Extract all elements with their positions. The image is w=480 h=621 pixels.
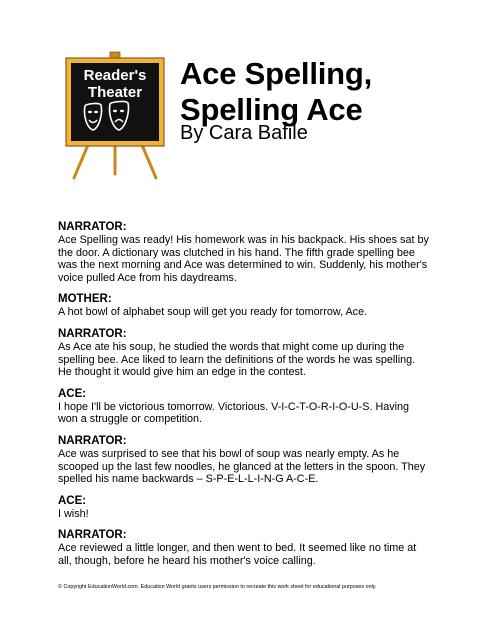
page-title — [180, 56, 372, 128]
dialogue-text: A hot bowl of alphabet soup will get you ready for tomorrow, Ace. — [58, 306, 368, 319]
logo-line1: Reader's — [83, 67, 147, 84]
dialogue-text: As Ace ate his soup, he studied the words that might come up during the spelling bee. Ace liked to learn the definitions of the words he was spelling. He thought it would give him an edge in the contest. — [58, 340, 416, 379]
script-block — [58, 388, 430, 426]
script-block — [58, 435, 430, 486]
speaker-label: NARRATOR: — [58, 529, 127, 542]
script-block — [58, 529, 430, 567]
dialogue-text: I wish! — [58, 507, 89, 520]
author-byline: By Cara Bafile — [180, 122, 308, 144]
logo-line2: Theater — [87, 84, 143, 101]
dialogue-text: Ace reviewed a little longer, and then went to bed. It seemed like no time at all, though, before he heard his mother's voice calling. — [58, 542, 417, 567]
script-block — [58, 328, 430, 379]
speaker-label: NARRATOR: — [58, 327, 127, 340]
dialogue-text: Ace Spelling was ready! His homework was in his backpack. His shoes sat by the door. A dictionary was clutched in his hand. The fifth grade spelling bee was the next morning and Ace was determined to win. Suddenly, his mother's voice pulled Ace from his daydreams. — [58, 234, 429, 284]
script-block — [58, 495, 430, 521]
script-block — [58, 221, 430, 284]
speaker-label: ACE: — [58, 494, 87, 507]
dialogue-text: I hope I'll be victorious tomorrow. Victorious. V-I-C-T-O-R-I-O-U-S. Having won a struggle or competition. — [58, 400, 410, 426]
title-line-1: Ace Spelling, — [180, 56, 373, 91]
script-body — [58, 221, 430, 577]
speaker-label: NARRATOR: — [58, 221, 127, 233]
speaker-label: ACE: — [58, 387, 87, 400]
title-line-2: Spelling Ace — [180, 92, 363, 127]
easel-chalkboard-icon — [58, 50, 168, 180]
speaker-label: MOTHER: — [58, 293, 112, 306]
speaker-label: NARRATOR: — [58, 434, 127, 447]
script-block — [58, 293, 430, 319]
readers-theater-logo — [58, 50, 168, 180]
copyright-footer: © Copyright EducationWorld.com. Education World grants users permission to recreate this work sheet for educational purposes only. — [58, 584, 377, 590]
dialogue-text: Ace was surprised to see that his bowl of soup was nearly empty. As he scooped up the last few noodles, he glanced at the letters in the spoon. They spelled his name backwards – S-P-E-L-L-I-N-G A-C-E. — [58, 447, 426, 486]
